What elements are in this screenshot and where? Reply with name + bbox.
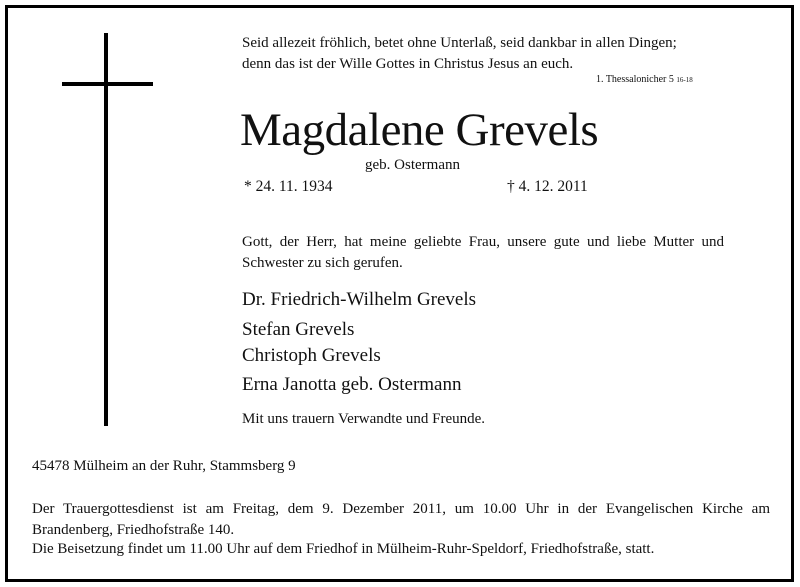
cross-icon-bar [62,82,153,86]
bible-verse [242,33,677,75]
mourner-name: Stefan Grevels [242,319,355,340]
birth-date: * 24. 11. 1934 [244,178,333,195]
family-address: 45478 Mülheim an der Ruhr, Stammsberg 9 [32,458,296,474]
verse-line-2: denn das ist der Wille Gottes in Christus Jesus an euch. [242,56,574,72]
deceased-name: Magdalene Grevels [240,104,599,156]
mourner-name: Erna Janotta geb. Ostermann [242,374,462,395]
mourning-note: Mit uns trauern Verwandte und Freunde. [242,411,486,427]
mourner-name: Dr. Friedrich-Wilhelm Grevels [242,289,477,310]
mourner-name: Christoph Grevels [242,345,381,366]
verse-reference-book: 1. Thessalonicher 5 [596,74,674,85]
maiden-name: geb. Ostermann [365,157,460,173]
death-message: Gott, der Herr, hat meine geliebte Frau, unsere gute und liebe Mutter und Schwester zu sich gerufen. [242,234,724,271]
funeral-service-info: Der Trauergottesdienst ist am Freitag, dem 9. Dezember 2011, um 10.00 Uhr in der Evangelischen Kirche am Brandenberg, Friedhofstraße 140. [32,501,770,538]
cross-icon [104,33,108,426]
burial-info: Die Beisetzung findet um 11.00 Uhr auf dem Friedhof in Mülheim-Ruhr-Speldorf, Friedhofstraße, statt. [32,541,655,557]
death-date: † 4. 12. 2011 [507,178,588,195]
verse-reference-verses: 16-18 [676,76,693,84]
verse-reference [596,74,693,85]
verse-line-1: Seid allezeit fröhlich, betet ohne Unterlaß, seid dankbar in allen Dingen; [242,35,677,51]
